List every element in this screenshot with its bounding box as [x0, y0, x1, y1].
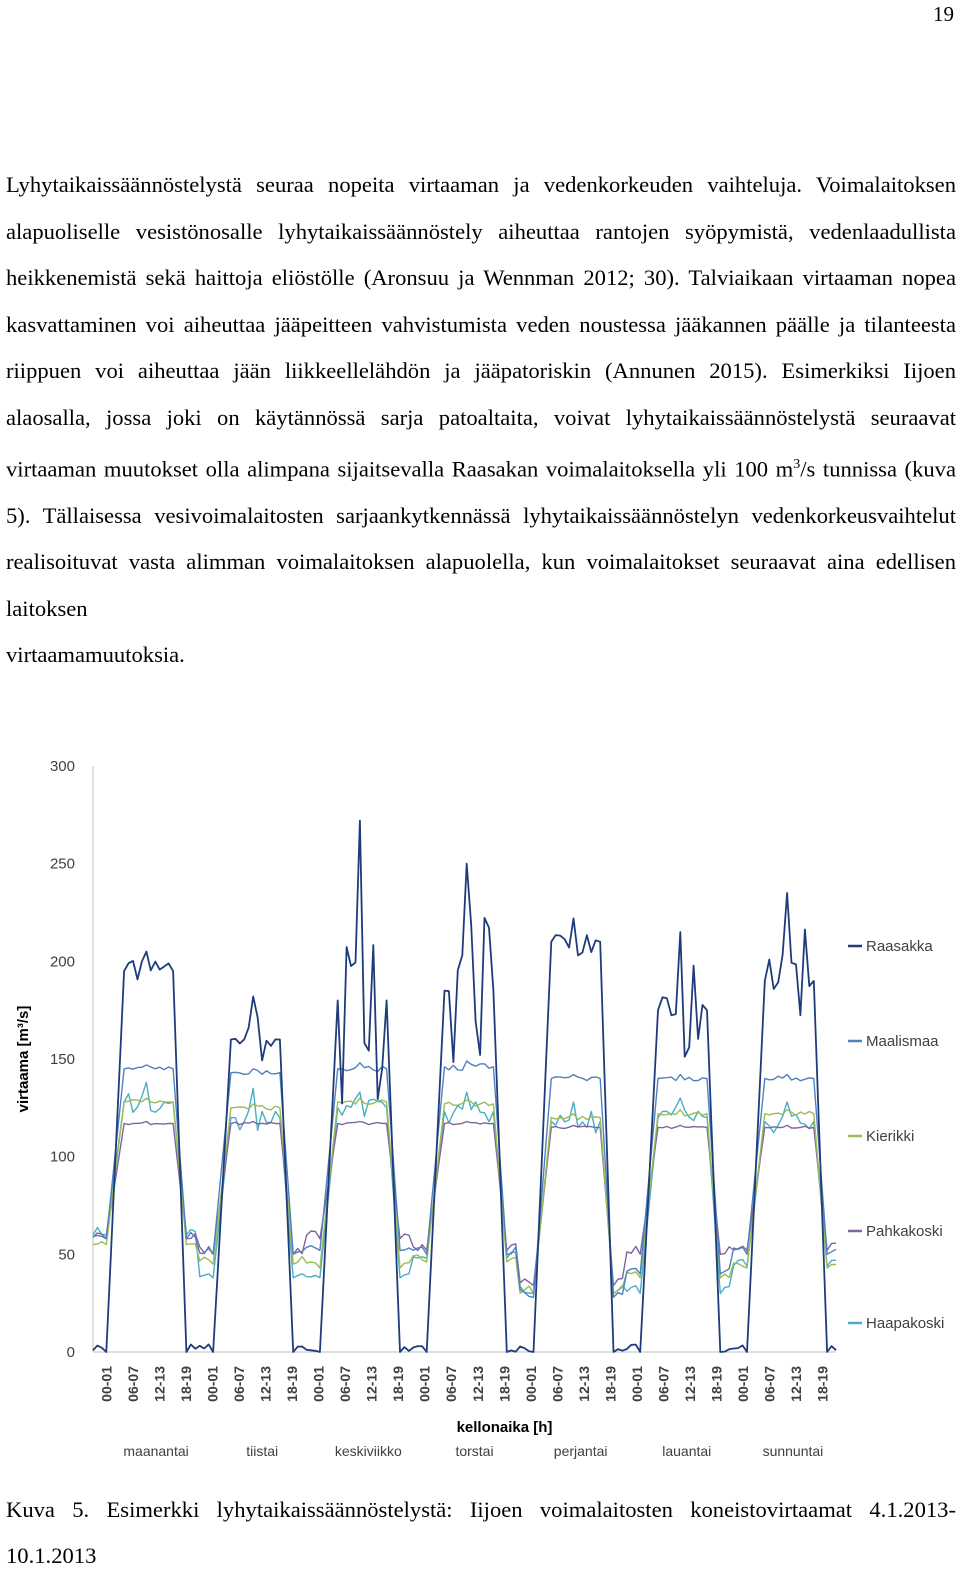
x-tick-label: 12-13: [575, 1366, 592, 1402]
paragraph-superscript: 3: [793, 456, 801, 472]
x-tick-label: 00-01: [204, 1366, 221, 1402]
body-paragraph: [6, 162, 956, 679]
x-tick-label: 06-07: [443, 1366, 460, 1402]
x-tick-label: 12-13: [682, 1366, 699, 1402]
page-number: 19: [933, 2, 954, 26]
day-label: lauantai: [662, 1443, 712, 1459]
y-tick-label: 0: [66, 1344, 75, 1361]
flow-chart: [0, 750, 960, 1470]
x-tick-label: 18-19: [177, 1366, 194, 1402]
paragraph-text-3: virtaamamuutoksia.: [6, 642, 185, 668]
x-tick-label: 12-13: [257, 1366, 274, 1402]
x-tick-label: 06-07: [761, 1366, 778, 1402]
y-tick-label: 250: [49, 855, 75, 873]
x-tick-label: 12-13: [151, 1366, 168, 1402]
day-label: torstai: [455, 1443, 494, 1459]
x-tick-label: 00-01: [522, 1366, 539, 1402]
y-tick-label: 200: [49, 953, 75, 971]
series-line-pahkakoski: [93, 1122, 836, 1286]
x-tick-label: 06-07: [549, 1366, 566, 1402]
x-tick-label: 18-19: [390, 1366, 407, 1402]
x-tick-label: 18-19: [496, 1366, 513, 1402]
legend-label: Pahkakoski: [866, 1223, 943, 1240]
x-tick-label: 06-07: [337, 1366, 354, 1402]
legend-label: Maalismaa: [866, 1033, 939, 1050]
x-tick-label: 18-19: [284, 1366, 301, 1402]
x-tick-label: 12-13: [788, 1366, 805, 1402]
legend-label: Kierikki: [866, 1128, 915, 1145]
x-tick-label: 18-19: [602, 1366, 619, 1402]
x-axis-label: kellonaika [h]: [456, 1419, 553, 1436]
day-label: perjantai: [553, 1443, 608, 1459]
x-tick-label: 06-07: [230, 1366, 247, 1402]
y-tick-label: 50: [58, 1246, 75, 1264]
x-tick-label: 12-13: [363, 1366, 380, 1402]
series-line-raasakka: [93, 821, 836, 1352]
day-label: keskiviikko: [334, 1443, 402, 1459]
day-label: tiistai: [246, 1443, 279, 1459]
x-tick-label: 12-13: [469, 1366, 486, 1402]
x-tick-label: 00-01: [310, 1366, 327, 1402]
legend-label: Haapakoski: [866, 1315, 945, 1332]
x-tick-label: 00-01: [628, 1366, 645, 1402]
x-tick-label: 00-01: [735, 1366, 752, 1402]
series-line-maalismaa: [93, 1061, 836, 1297]
paragraph-text-2: /s tunnissa (kuva 5). Tällaisessa vesivoimalaitosten sarjaankytkennässä lyhytaikaissäännöstelyn vedenkorkeusvaihtelut realisoituvat vasta alimman voimalaitoksen alapuolella, kun voimalaitokset seuraavat aina edellisen laitoksen: [6, 456, 956, 621]
series-line-haapakoski: [93, 1082, 836, 1293]
figure-caption: Kuva 5. Esimerkki lyhytaikaissäännöstelystä: Iijoen voimalaitosten koneistovirtaamat 4.1.2013-10.1.2013: [6, 1497, 956, 1568]
series-line-kierikki: [93, 1098, 836, 1293]
x-tick-label: 06-07: [655, 1366, 672, 1402]
day-label: sunnuntai: [762, 1443, 824, 1459]
x-tick-label: 00-01: [98, 1366, 115, 1402]
day-label: maanantai: [123, 1443, 189, 1459]
paragraph-text-1: Lyhytaikaissäännöstelystä seuraa nopeita virtaaman ja vedenkorkeuden vaihteluja. Voimalaitoksen alapuoliselle vesistönosalle lyhytaikaissäännöstely aiheuttaa rantojen syöpymistä, vedenlaadullista heikkenemistä sekä haittoja eliöstölle (Aronsuu ja Wennman 2012; 30). Talviaikaan virtaaman nopea kasvattaminen voi aiheuttaa jääpeitteen vahvistumista veden noustessa jääkannen päälle ja tilanteesta riippuen voi aiheuttaa jään liikkeellelähdön ja jääpatoriskin (Annunen 2015). Esimerkiksi Iijoen alaosalla, jossa joki on käytännössä sarja patoaltaita, voivat lyhytaikaissäännöstelystä seuraavat virtaaman muutokset olla alimpana sijaitsevalla Raasakan voimalaitoksella yli 100 m: [6, 172, 956, 482]
x-tick-label: 00-01: [416, 1366, 433, 1402]
flow-chart-svg: [0, 750, 960, 1470]
y-tick-label: 100: [49, 1148, 75, 1166]
y-axis-label: virtaama [m³/s]: [15, 1005, 32, 1113]
y-tick-label: 300: [49, 758, 75, 775]
x-tick-label: 18-19: [814, 1366, 831, 1402]
y-tick-label: 150: [49, 1051, 75, 1068]
x-tick-label: 18-19: [708, 1366, 725, 1402]
legend-label: Raasakka: [866, 938, 933, 955]
x-tick-label: 06-07: [124, 1366, 141, 1402]
